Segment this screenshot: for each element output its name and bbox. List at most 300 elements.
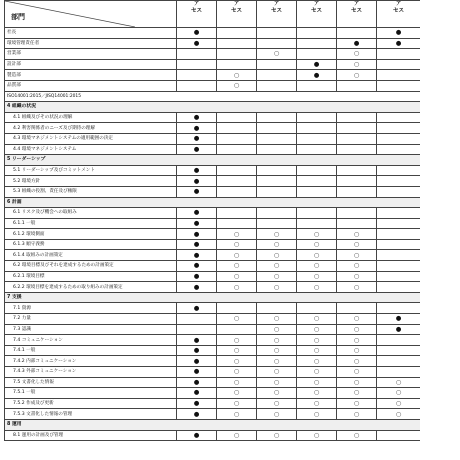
- row-label: 6.1.1 一般: [5, 218, 177, 229]
- table-row: [5, 144, 421, 155]
- open-circle-mark: ○: [257, 314, 297, 325]
- row-label: 4.4 環境マネジメントシステム: [5, 144, 177, 155]
- empty-cell: [297, 165, 337, 176]
- row-label: 6.2.2 環境目標を達成するための取り組みの計画策定: [5, 282, 177, 293]
- empty-cell: [217, 176, 257, 187]
- open-circle-mark: ○: [257, 377, 297, 388]
- open-circle-mark: ○: [297, 377, 337, 388]
- table-row: [5, 186, 421, 197]
- department-row: [5, 38, 421, 49]
- empty-cell: [297, 176, 337, 187]
- row-label: 7.4 コミュニケーション: [5, 335, 177, 346]
- open-circle-mark: ○: [337, 335, 377, 346]
- empty-cell: [377, 123, 421, 134]
- table-row: [5, 218, 421, 229]
- open-circle-mark: ○: [337, 377, 377, 388]
- section-row: [5, 292, 421, 303]
- department-header-cell: [5, 1, 177, 28]
- table-row: [5, 324, 421, 335]
- table-row: [5, 112, 421, 123]
- empty-cell: [217, 49, 257, 60]
- filled-circle-mark: ●: [177, 271, 217, 282]
- row-label: 5.2 環境方針: [5, 176, 177, 187]
- open-circle-mark: ○: [337, 261, 377, 272]
- row-label: 6.1.3 順守義務: [5, 239, 177, 250]
- filled-circle-mark: ●: [297, 70, 337, 81]
- row-label: 環境管理責任者: [5, 38, 177, 49]
- open-circle-mark: ○: [337, 398, 377, 409]
- filled-circle-mark: ●: [177, 165, 217, 176]
- empty-cell: [297, 186, 337, 197]
- empty-cell: [297, 112, 337, 123]
- open-circle-mark: ○: [257, 261, 297, 272]
- empty-cell: [377, 49, 421, 60]
- row-label: 6.2 環境目標及びそれを達成するための計画策定: [5, 261, 177, 272]
- empty-cell: [337, 176, 377, 187]
- empty-cell: [257, 80, 297, 91]
- table-row: [5, 335, 421, 346]
- open-circle-mark: ○: [257, 430, 297, 441]
- open-circle-mark: ○: [217, 356, 257, 367]
- open-circle-mark: ○: [217, 70, 257, 81]
- empty-cell: [217, 144, 257, 155]
- column-header-bottom: セス: [310, 7, 322, 14]
- open-circle-mark: ○: [337, 314, 377, 325]
- column-header-2: [217, 1, 257, 28]
- filled-circle-mark: ●: [177, 133, 217, 144]
- department-row: [5, 49, 421, 60]
- row-label: 設計部: [5, 59, 177, 70]
- empty-cell: [377, 165, 421, 176]
- row-label: 製造部: [5, 70, 177, 81]
- empty-cell: [257, 218, 297, 229]
- filled-circle-mark: ●: [177, 123, 217, 134]
- filled-circle-mark: ●: [177, 367, 217, 378]
- empty-cell: [257, 133, 297, 144]
- table-row: [5, 398, 421, 409]
- empty-cell: [217, 324, 257, 335]
- section-label: 4 組織の状況: [5, 102, 421, 113]
- open-circle-mark: ○: [337, 324, 377, 335]
- open-circle-mark: ○: [297, 261, 337, 272]
- open-circle-mark: ○: [257, 388, 297, 399]
- open-circle-mark: ○: [257, 229, 297, 240]
- table-row: [5, 345, 421, 356]
- empty-cell: [337, 165, 377, 176]
- column-header-1: [177, 1, 217, 28]
- open-circle-mark: ○: [377, 388, 421, 399]
- column-header-top: ア: [273, 1, 280, 7]
- table-row: [5, 208, 421, 219]
- empty-cell: [337, 123, 377, 134]
- table-row: [5, 388, 421, 399]
- column-header-bottom: セス: [230, 7, 242, 14]
- filled-circle-mark: ●: [177, 28, 217, 39]
- row-label: 4.3 環境マネジメントシステムの適用範囲の決定: [5, 133, 177, 144]
- matrix-body: [5, 1, 421, 441]
- empty-cell: [257, 144, 297, 155]
- section-label: 5 リーダーシップ: [5, 155, 421, 166]
- section-label: 6 計画: [5, 197, 421, 208]
- table-row: [5, 165, 421, 176]
- filled-circle-mark: ●: [177, 38, 217, 49]
- empty-cell: [217, 303, 257, 314]
- empty-cell: [297, 303, 337, 314]
- open-circle-mark: ○: [297, 324, 337, 335]
- empty-cell: [177, 59, 217, 70]
- open-circle-mark: ○: [257, 335, 297, 346]
- process-matrix-table: [4, 0, 420, 441]
- column-header-6: [377, 1, 421, 28]
- empty-cell: [377, 356, 421, 367]
- open-circle-mark: ○: [217, 345, 257, 356]
- row-label: 6.1.4 取組みの計画策定: [5, 250, 177, 261]
- empty-cell: [217, 218, 257, 229]
- open-circle-mark: ○: [217, 314, 257, 325]
- open-circle-mark: ○: [337, 229, 377, 240]
- row-label: 7.3 認識: [5, 324, 177, 335]
- section-row: [5, 155, 421, 166]
- table-row: [5, 367, 421, 378]
- section-label: 8 運用: [5, 419, 421, 430]
- empty-cell: [177, 314, 217, 325]
- table-row: [5, 91, 421, 102]
- empty-cell: [257, 70, 297, 81]
- filled-circle-mark: ●: [177, 303, 217, 314]
- empty-cell: [377, 345, 421, 356]
- empty-cell: [217, 165, 257, 176]
- open-circle-mark: ○: [297, 388, 337, 399]
- open-circle-mark: ○: [257, 409, 297, 420]
- open-circle-mark: ○: [257, 250, 297, 261]
- open-circle-mark: ○: [337, 59, 377, 70]
- empty-cell: [257, 165, 297, 176]
- filled-circle-mark: ●: [377, 38, 421, 49]
- filled-circle-mark: ●: [177, 144, 217, 155]
- filled-circle-mark: ●: [177, 208, 217, 219]
- filled-circle-mark: ●: [177, 176, 217, 187]
- empty-cell: [297, 218, 337, 229]
- empty-cell: [257, 123, 297, 134]
- table-row: [5, 133, 421, 144]
- empty-cell: [297, 28, 337, 39]
- row-label: 7.5.1 一般: [5, 388, 177, 399]
- row-label: 社長: [5, 28, 177, 39]
- open-circle-mark: ○: [377, 377, 421, 388]
- filled-circle-mark: ●: [177, 218, 217, 229]
- column-header-4: [297, 1, 337, 28]
- open-circle-mark: ○: [337, 409, 377, 420]
- section-row: [5, 197, 421, 208]
- empty-cell: [337, 208, 377, 219]
- empty-cell: [337, 186, 377, 197]
- open-circle-mark: ○: [337, 271, 377, 282]
- open-circle-mark: ○: [297, 250, 337, 261]
- open-circle-mark: ○: [337, 388, 377, 399]
- section-row: [5, 419, 421, 430]
- empty-cell: [297, 38, 337, 49]
- row-label: 7.5 文書化した情報: [5, 377, 177, 388]
- open-circle-mark: ○: [337, 367, 377, 378]
- open-circle-mark: ○: [217, 377, 257, 388]
- empty-cell: [297, 208, 337, 219]
- open-circle-mark: ○: [257, 398, 297, 409]
- open-circle-mark: ○: [337, 239, 377, 250]
- table-row: [5, 282, 421, 293]
- row-label: 6.1.2 環境側面: [5, 229, 177, 240]
- row-label: 7.2 力量: [5, 314, 177, 325]
- open-circle-mark: ○: [337, 282, 377, 293]
- column-header-top: ア: [193, 1, 200, 7]
- empty-cell: [177, 324, 217, 335]
- filled-circle-mark: ●: [177, 261, 217, 272]
- empty-cell: [217, 186, 257, 197]
- open-circle-mark: ○: [297, 398, 337, 409]
- row-label: 6.1 リスク及び機会への取組み: [5, 208, 177, 219]
- filled-circle-mark: ●: [177, 250, 217, 261]
- empty-cell: [377, 282, 421, 293]
- empty-cell: [377, 176, 421, 187]
- open-circle-mark: ○: [337, 250, 377, 261]
- filled-circle-mark: ●: [177, 239, 217, 250]
- row-label: 4.1 組織及びその状況の理解: [5, 112, 177, 123]
- open-circle-mark: ○: [217, 409, 257, 420]
- table-row: [5, 123, 421, 134]
- empty-cell: [377, 335, 421, 346]
- empty-cell: [377, 144, 421, 155]
- open-circle-mark: ○: [377, 398, 421, 409]
- department-label: 部門: [11, 13, 25, 21]
- filled-circle-mark: ●: [177, 335, 217, 346]
- open-circle-mark: ○: [337, 430, 377, 441]
- table-row: [5, 271, 421, 282]
- empty-cell: [217, 133, 257, 144]
- row-label: 4.2 利害関係者のニーズ及び期待の理解: [5, 123, 177, 134]
- open-circle-mark: ○: [257, 271, 297, 282]
- empty-cell: [377, 208, 421, 219]
- open-circle-mark: ○: [217, 335, 257, 346]
- filled-circle-mark: ●: [177, 229, 217, 240]
- empty-cell: [297, 133, 337, 144]
- column-header-top: ア: [395, 1, 402, 7]
- empty-cell: [257, 59, 297, 70]
- empty-cell: [177, 80, 217, 91]
- open-circle-mark: ○: [297, 409, 337, 420]
- row-label: 5.3 組織の役割、責任及び権限: [5, 186, 177, 197]
- header-row: [5, 1, 421, 28]
- open-circle-mark: ○: [297, 271, 337, 282]
- empty-cell: [217, 208, 257, 219]
- open-circle-mark: ○: [297, 314, 337, 325]
- open-circle-mark: ○: [217, 398, 257, 409]
- column-header-3: [257, 1, 297, 28]
- filled-circle-mark: ●: [177, 388, 217, 399]
- empty-cell: [297, 49, 337, 60]
- empty-cell: [377, 261, 421, 272]
- empty-cell: [377, 186, 421, 197]
- department-row: [5, 59, 421, 70]
- filled-circle-mark: ●: [177, 430, 217, 441]
- row-label: 5.1 リーダーシップ及びコミットメント: [5, 165, 177, 176]
- empty-cell: [177, 70, 217, 81]
- empty-cell: [337, 144, 377, 155]
- open-circle-mark: ○: [297, 229, 337, 240]
- open-circle-mark: ○: [217, 229, 257, 240]
- filled-circle-mark: ●: [177, 282, 217, 293]
- empty-cell: [377, 229, 421, 240]
- row-label: 品質部: [5, 80, 177, 91]
- filled-circle-mark: ●: [177, 398, 217, 409]
- open-circle-mark: ○: [297, 239, 337, 250]
- empty-cell: [377, 250, 421, 261]
- empty-cell: [377, 303, 421, 314]
- empty-cell: [377, 59, 421, 70]
- table-row: [5, 303, 421, 314]
- filled-circle-mark: ●: [177, 345, 217, 356]
- table-row: [5, 356, 421, 367]
- empty-cell: [297, 144, 337, 155]
- row-label: 8.1 運用の計画及び管理: [5, 430, 177, 441]
- filled-circle-mark: ●: [377, 324, 421, 335]
- empty-cell: [257, 38, 297, 49]
- open-circle-mark: ○: [257, 49, 297, 60]
- open-circle-mark: ○: [217, 239, 257, 250]
- filled-circle-mark: ●: [297, 59, 337, 70]
- open-circle-mark: ○: [297, 356, 337, 367]
- empty-cell: [377, 112, 421, 123]
- department-row: [5, 28, 421, 39]
- filled-circle-mark: ●: [177, 356, 217, 367]
- open-circle-mark: ○: [337, 356, 377, 367]
- column-header-bottom: セス: [190, 7, 202, 14]
- row-label: 6.2.1 環境目標: [5, 271, 177, 282]
- open-circle-mark: ○: [257, 324, 297, 335]
- table-row: [5, 261, 421, 272]
- row-label: 7.4.1 一般: [5, 345, 177, 356]
- empty-cell: [297, 80, 337, 91]
- empty-cell: [257, 303, 297, 314]
- open-circle-mark: ○: [297, 345, 337, 356]
- empty-cell: [337, 133, 377, 144]
- row-label: 営業部: [5, 49, 177, 60]
- open-circle-mark: ○: [297, 282, 337, 293]
- column-header-top: ア: [313, 1, 320, 7]
- column-header-top: ア: [353, 1, 360, 7]
- empty-cell: [377, 80, 421, 91]
- filled-circle-mark: ●: [177, 112, 217, 123]
- empty-cell: [217, 28, 257, 39]
- open-circle-mark: ○: [217, 367, 257, 378]
- empty-cell: [337, 80, 377, 91]
- column-header-top: ア: [233, 1, 240, 7]
- section-label: 7 支援: [5, 292, 421, 303]
- empty-cell: [257, 186, 297, 197]
- open-circle-mark: ○: [257, 356, 297, 367]
- filled-circle-mark: ●: [177, 186, 217, 197]
- open-circle-mark: ○: [217, 80, 257, 91]
- open-circle-mark: ○: [297, 335, 337, 346]
- table-row: [5, 239, 421, 250]
- open-circle-mark: ○: [297, 430, 337, 441]
- row-label: 7.4.3 外部コミュニケーション: [5, 367, 177, 378]
- table-row: [5, 250, 421, 261]
- open-circle-mark: ○: [257, 239, 297, 250]
- section-row: [5, 102, 421, 113]
- empty-cell: [377, 271, 421, 282]
- filled-circle-mark: ●: [337, 38, 377, 49]
- empty-cell: [377, 133, 421, 144]
- empty-cell: [257, 28, 297, 39]
- open-circle-mark: ○: [257, 345, 297, 356]
- row-label: 7.5.2 作成及び更新: [5, 398, 177, 409]
- filled-circle-mark: ●: [377, 314, 421, 325]
- open-circle-mark: ○: [257, 282, 297, 293]
- empty-cell: [257, 112, 297, 123]
- row-label: ISO14001:2015／JISQ14001:2015: [5, 91, 421, 102]
- empty-cell: [377, 367, 421, 378]
- open-circle-mark: ○: [217, 261, 257, 272]
- column-header-bottom: セス: [270, 7, 282, 14]
- filled-circle-mark: ●: [377, 28, 421, 39]
- empty-cell: [377, 70, 421, 81]
- empty-cell: [337, 112, 377, 123]
- empty-cell: [377, 239, 421, 250]
- column-header-5: [337, 1, 377, 28]
- empty-cell: [297, 123, 337, 134]
- row-label: 7.1 資源: [5, 303, 177, 314]
- open-circle-mark: ○: [257, 367, 297, 378]
- empty-cell: [337, 303, 377, 314]
- column-header-bottom: セス: [350, 7, 362, 14]
- row-label: 7.5.3 文書化した情報の管理: [5, 409, 177, 420]
- empty-cell: [377, 218, 421, 229]
- process-matrix-sheet: [4, 0, 420, 460]
- empty-cell: [377, 430, 421, 441]
- open-circle-mark: ○: [217, 250, 257, 261]
- open-circle-mark: ○: [217, 388, 257, 399]
- open-circle-mark: ○: [217, 282, 257, 293]
- empty-cell: [217, 112, 257, 123]
- open-circle-mark: ○: [297, 367, 337, 378]
- table-row: [5, 430, 421, 441]
- empty-cell: [337, 28, 377, 39]
- table-row: [5, 229, 421, 240]
- department-row: [5, 70, 421, 81]
- open-circle-mark: ○: [217, 430, 257, 441]
- open-circle-mark: ○: [217, 271, 257, 282]
- empty-cell: [177, 49, 217, 60]
- empty-cell: [337, 218, 377, 229]
- table-row: [5, 176, 421, 187]
- table-row: [5, 409, 421, 420]
- empty-cell: [217, 123, 257, 134]
- empty-cell: [257, 208, 297, 219]
- table-row: [5, 314, 421, 325]
- row-label: 7.4.2 内部コミュニケーション: [5, 356, 177, 367]
- empty-cell: [217, 59, 257, 70]
- empty-cell: [257, 176, 297, 187]
- department-row: [5, 80, 421, 91]
- open-circle-mark: ○: [377, 409, 421, 420]
- table-row: [5, 377, 421, 388]
- empty-cell: [217, 38, 257, 49]
- filled-circle-mark: ●: [177, 409, 217, 420]
- column-header-bottom: セス: [392, 7, 404, 14]
- open-circle-mark: ○: [337, 70, 377, 81]
- filled-circle-mark: ●: [177, 377, 217, 388]
- open-circle-mark: ○: [337, 345, 377, 356]
- open-circle-mark: ○: [337, 49, 377, 60]
